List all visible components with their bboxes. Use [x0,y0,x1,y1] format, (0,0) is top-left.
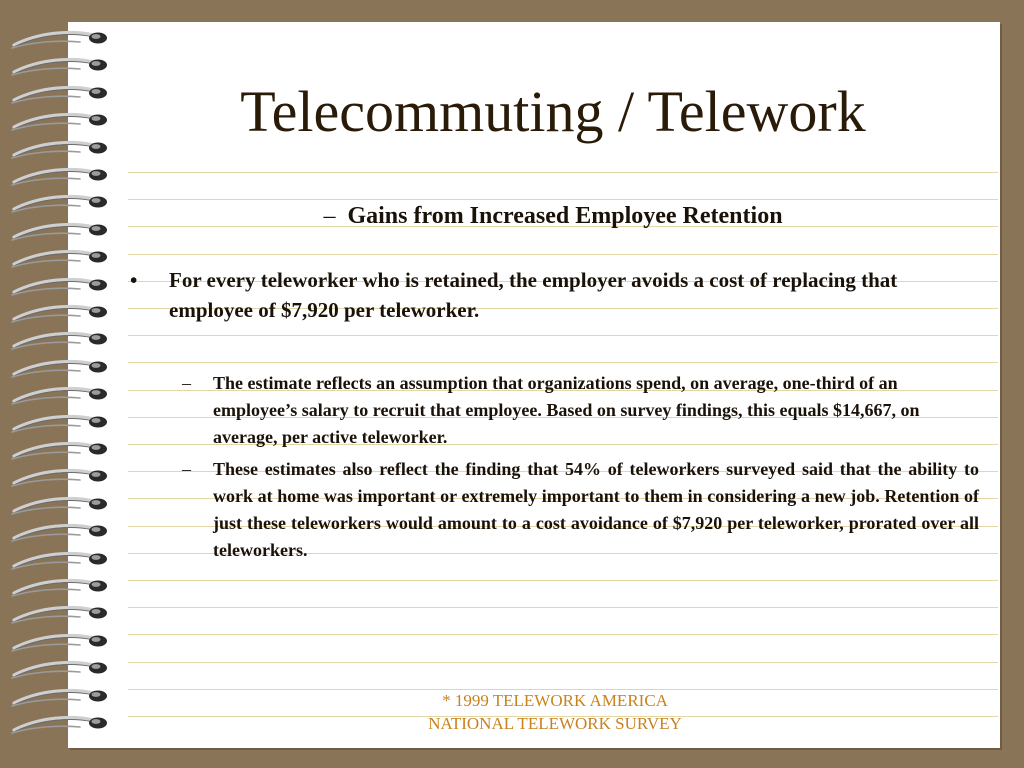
sub-bullet-text: These estimates also reflect the finding that 54% of teleworkers surveyed said that the ability to work at home was important or extremely important to them in considering a new job. Retention of just these teleworkers would amount to a cost avoidance of $7,920 per teleworker, prorated over all teleworkers. [213,459,979,560]
ruled-line [128,607,998,608]
ruled-line [128,335,998,336]
spiral-coil-icon [10,494,114,516]
subheading-marker: – [323,203,336,229]
subheading [128,203,978,230]
spiral-coil-icon [10,28,114,50]
spiral-coil-icon [10,713,114,735]
spiral-coil-icon [10,439,114,461]
footnote-line-1: * 1999 TELEWORK AMERICA [442,691,668,710]
spiral-coil-icon [10,275,114,297]
spiral-coil-icon [10,521,114,543]
spiral-coil-icon [10,631,114,653]
spiral-binding [10,28,114,740]
spiral-coil-icon [10,412,114,434]
ruled-line [128,199,998,200]
ruled-line [128,580,998,581]
ruled-line [128,362,998,363]
bullet-marker: • [130,268,138,292]
footnote-line-2: NATIONAL TELEWORK SURVEY [428,714,682,733]
slide-title: Telecommuting / Telework [240,79,866,144]
spiral-coil-icon [10,302,114,324]
spiral-coil-icon [10,83,114,105]
sub-bullet-marker: – [182,373,191,393]
spiral-coil-icon [10,247,114,269]
spiral-coil-icon [10,466,114,488]
spiral-coil-icon [10,329,114,351]
spiral-coil-icon [10,192,114,214]
spiral-coil-icon [10,55,114,77]
spiral-coil-icon [10,165,114,187]
sub-bullet-text: The estimate reflects an assumption that organizations spend, on average, one-third of an employee’s salary to recruit that employee. Based on survey findings, this equals $14,667, on average, per active teleworker. [213,373,920,447]
spiral-coil-icon [10,603,114,625]
bullet-text: For every teleworker who is retained, the employer avoids a cost of replacing that employee of $7,920 per teleworker. [169,268,898,322]
spiral-coil-icon [10,549,114,571]
spiral-coil-icon [10,658,114,680]
source-footnote [330,689,780,735]
spiral-coil-icon [10,576,114,598]
spiral-coil-icon [10,110,114,132]
spiral-coil-icon [10,138,114,160]
spiral-coil-icon [10,384,114,406]
ruled-line [128,662,998,663]
spiral-coil-icon [10,220,114,242]
sub-bullet-marker: – [182,459,191,479]
subheading-text: Gains from Increased Employee Retention [347,203,783,229]
spiral-coil-icon [10,357,114,379]
ruled-line [128,172,998,173]
ruled-line [128,634,998,635]
spiral-coil-icon [10,686,114,708]
ruled-line [128,254,998,255]
